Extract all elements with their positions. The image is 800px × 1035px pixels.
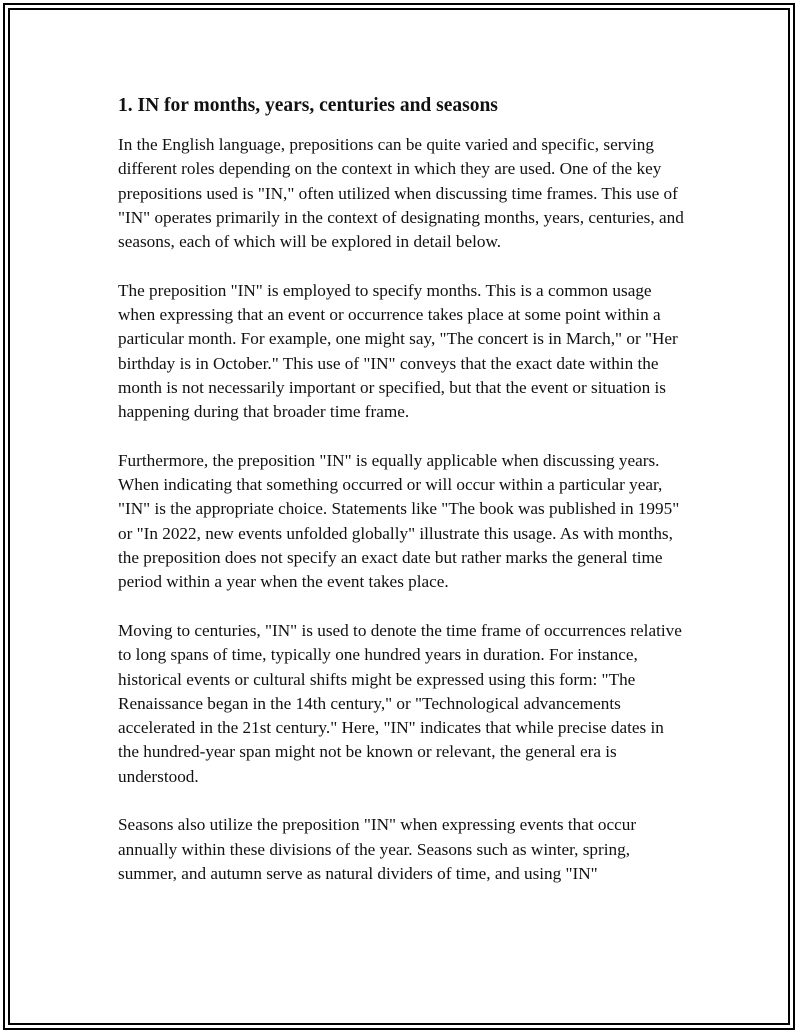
paragraph-years: Furthermore, the preposition "IN" is equally applicable when discussing years. When indicating that something occurred or will occur within a particular year, "IN" is the appropriate choice. Statements like "The book was published in 1995" or "In 2022, new events unfolded globally" illustrate this usage. As with months, the preposition does not specify an exact date but rather marks the general time period within a year when the event takes place. xyxy=(118,450,680,592)
paragraph-centuries: Moving to centuries, "IN" is used to denote the time frame of occurrences relative to long spans of time, typically one hundred years in duration. For instance, historical events or cultural shifts might be expressed using this form: "The Renaissance began in the 14th century," or "Technological advancements accelerated in the 21st century." Here, "IN" indicates that while precise dates in the hundred-year span might not be known or relevant, the general era is understood. xyxy=(118,620,682,786)
paragraph-months: The preposition "IN" is employed to specify months. This is a common usage when expressing that an event or occurrence takes place at some point within a particular month. For example, one might say, "The concert is in March," or "Her birthday is in October." This use of "IN" conveys that the exact date within the month is not necessarily important or specified, but that the event or situation is happening during that broader time frame. xyxy=(118,280,678,422)
document-body xyxy=(118,94,688,911)
paragraph-intro: In the English language, prepositions can be quite varied and specific, serving different roles depending on the context in which they are used. One of the key prepositions used is "IN," often utilized when discussing time frames. This use of "IN" operates primarily in the context of designating months, years, centuries, and seasons, each of which will be explored in detail below. xyxy=(118,135,684,252)
paragraph-seasons: Seasons also utilize the preposition "IN" when expressing events that occur annually within these divisions of the year. Seasons such as winter, spring, summer, and autumn serve as natural dividers of time, and using "IN" xyxy=(118,815,637,883)
section-heading: 1. IN for months, years, centuries and seasons xyxy=(118,95,498,116)
